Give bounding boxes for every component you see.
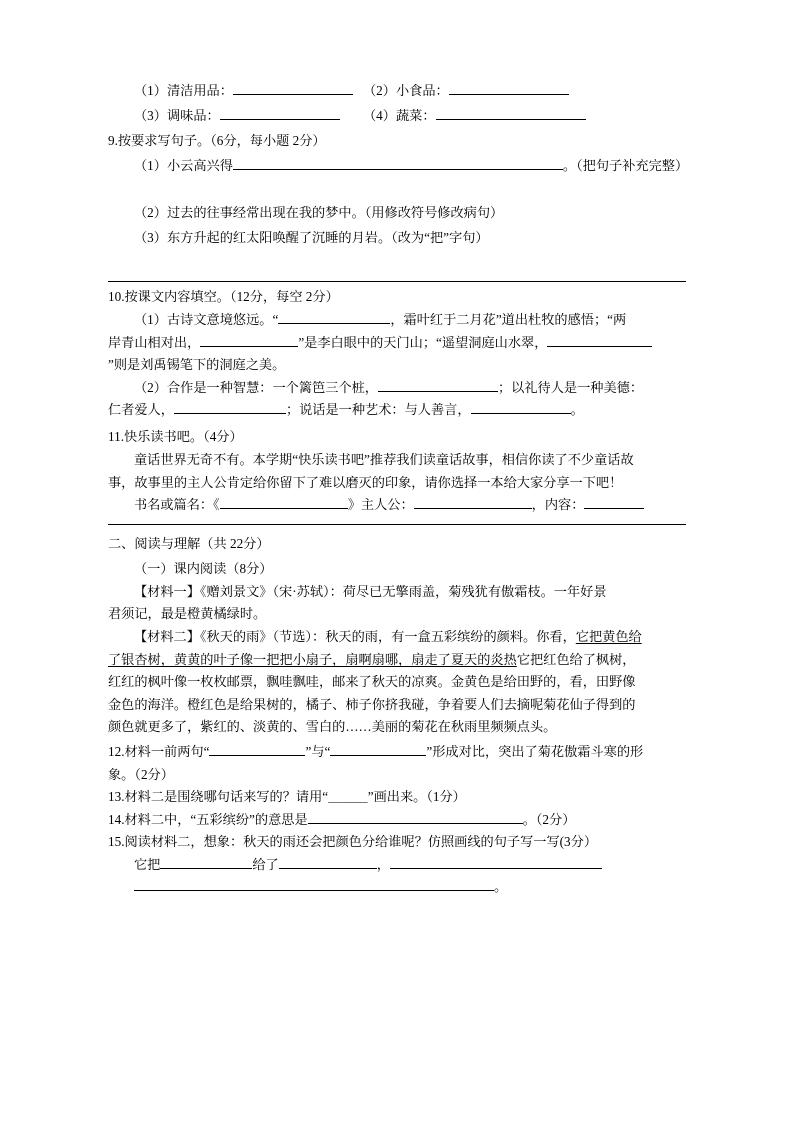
q10-blank-5[interactable]: [174, 413, 286, 414]
material-1-line2: 君须记，最是橙黄橘绿时。: [108, 606, 267, 622]
section-2-subtitle: （一）课内阅读（8分）: [134, 560, 273, 576]
question-10-part1-line3: ”则是刘禹锡笔下的洞庭之美。: [108, 357, 286, 373]
exercise8-item-2: [363, 78, 686, 103]
question-13: 13.材料二是围绕哪句话来写的？请用“＿＿＿”画出来。（1分）: [108, 789, 466, 805]
exercise8-item-4-text: 蔬菜：: [395, 108, 436, 123]
q10-p4a: （2）合作是一种智慧：一个篱笆三个桩，: [134, 379, 378, 395]
q10-blank-6[interactable]: [471, 413, 571, 414]
material-2-line5: 颜色就更多了，紫红的、淡黄的、雪白的……美丽的菊花在秋雨里频频点头。: [108, 719, 557, 735]
q10-p5c: 。: [570, 402, 584, 418]
exercise8-item-1-label: （1）: [134, 83, 167, 98]
q10-p1a: （1）古诗文意境悠远。“: [134, 312, 279, 327]
question-9-item-1-text: （1）小云高兴得: [134, 158, 233, 173]
exercise8-item-3: [108, 103, 363, 128]
question-9-heading: 9.按要求写句子。（6分，每小题 2分）: [108, 133, 326, 148]
q11-line-b: 》主人公：: [347, 497, 414, 513]
question-12-line1: [108, 741, 686, 764]
question-9-answer-line[interactable]: [108, 264, 686, 282]
q15-d: 。: [494, 879, 508, 895]
q15-b: 给了: [252, 856, 279, 872]
q10-p5a: 仁者爱人，: [108, 402, 174, 418]
exercise8-item-4: [363, 103, 686, 128]
exercise8-item-3-text: 调味品：: [166, 108, 220, 123]
question-9-item-1-suffix: 。（把句子补充完整）: [562, 158, 689, 173]
material-2-text-a: 它把红色给了枫树，: [516, 651, 636, 667]
q11-line-c: ，内容：: [531, 497, 585, 513]
q12-c: ”形成对比，突出了菊花傲霜斗寒的形: [426, 743, 644, 759]
question-10-part1-line1: [108, 309, 686, 332]
material-2-line1: [108, 626, 686, 649]
material-2-underlined-a: 它把黄色给: [575, 628, 642, 644]
q12-b: ”与“: [305, 743, 331, 759]
question-10-heading: 10.按课文内容填空。（12分，每空 2分）: [108, 289, 339, 304]
material-1-line1: 【材料一】《赠刘景文》（宋·苏轼）：荷尽已无擎雨盖，菊残犹有傲霜枝。一年好景: [134, 583, 607, 599]
exercise8-item-2-label: （2）: [363, 83, 396, 98]
question-14: [108, 809, 686, 832]
exercise8-row-2: [108, 103, 686, 128]
q10-blank-1[interactable]: [278, 323, 390, 324]
exercise8-item-1-text: 清洁用品：: [166, 83, 233, 98]
question-10-part2-line2: [108, 399, 686, 422]
question-11-heading: 11.快乐读书吧。（4分）: [108, 428, 243, 444]
q10-blank-4[interactable]: [378, 391, 498, 392]
question-11-body-line1: 童话世界无奇不有。本学期“快乐读书吧”推荐我们读童话故事，相信你读了不少童话故: [134, 451, 634, 467]
q11-blank-content[interactable]: [584, 508, 644, 509]
section-2-title: 二、阅读与理解（共 22分）: [108, 535, 270, 551]
material-2-intro: 【材料二】《秋天的雨》（节选）：秋天的雨，有一盒五彩缤纷的颜料。你看，: [134, 628, 576, 644]
question-10-part2-line1: [108, 377, 686, 400]
exercise8-item-3-blank[interactable]: [220, 119, 340, 120]
exercise8-row-1: [108, 78, 686, 103]
q11-line-a: 书名或篇名：《: [134, 497, 220, 513]
q12-blank-2[interactable]: [330, 755, 426, 756]
q15-blank-3[interactable]: [390, 868, 602, 869]
material-2-line4: 金色的海洋。橙红色是给果树的，橘子、柿子你挤我碰，争着要人们去摘呢菊花仙子得到的: [108, 696, 636, 712]
q10-p1b: ，霜叶红于二月花”道出杜牧的感悟；“两: [390, 312, 627, 327]
q10-p2b-text: ”是李白眼中的天门山；“遥望洞庭山水翠，: [298, 334, 548, 350]
q10-p5b: ；说话是一种艺术：与人善言，: [285, 402, 471, 418]
question-11-body-line2: 事，故事里的主人公肯定给你留下了难以磨灭的印象，请你选择一本给大家分享一下吧！: [108, 474, 623, 490]
q10-blank-3[interactable]: [547, 346, 652, 347]
material-2-line3: 红红的枫叶像一枚枚邮票，飘哇飘哇，邮来了秋天的凉爽。金黄色是给田野的，看，田野像: [108, 674, 636, 690]
q14-b: 。（2分）: [522, 811, 576, 827]
q10-p4b: ；以礼待人是一种美德：: [497, 379, 644, 395]
q15-blank-1[interactable]: [160, 868, 252, 869]
q14-blank[interactable]: [308, 823, 523, 824]
q15-blank-2[interactable]: [279, 868, 377, 869]
q14-a: 14.材料二中，“五彩缤纷”的意思是: [108, 811, 308, 827]
question-10-part1-line2: [108, 332, 686, 355]
q15-blank-4[interactable]: [134, 890, 494, 891]
exercise8-item-2-blank[interactable]: [449, 94, 569, 95]
question-9-item-3: （3）东方升起的红太阳唤醒了沉睡的月岩。（改为“把”字句）: [134, 230, 489, 245]
q15-c: ，: [376, 856, 390, 872]
exercise8-item-2-text: 小食品：: [395, 83, 449, 98]
spacer-1: [108, 178, 686, 200]
q15-a: 它把: [134, 856, 161, 872]
question-12-line2: 象。（2分）: [108, 766, 174, 782]
question-11-answer-row: [108, 494, 686, 517]
exercise8-item-3-label: （3）: [134, 108, 167, 123]
exercise8-item-1-blank[interactable]: [233, 94, 353, 95]
material-2-line2: [108, 649, 686, 672]
q11-blank-character[interactable]: [414, 508, 532, 509]
spacer-2: [108, 250, 686, 264]
question-9-item-1: [108, 153, 689, 178]
exercise8-item-1: [108, 78, 363, 103]
question-15-answer-line1: [108, 854, 686, 877]
question-9-item-2: （2）过去的往事经常出现在我的梦中。（用修改符号修改病句）: [134, 205, 504, 220]
q11-blank-title[interactable]: [220, 508, 348, 509]
q10-blank-2[interactable]: [200, 346, 298, 347]
section-divider: [108, 524, 686, 525]
question-9-item-1-blank[interactable]: [233, 169, 563, 170]
exercise8-item-4-blank[interactable]: [436, 119, 586, 120]
exercise8-item-4-label: （4）: [363, 108, 396, 123]
question-15-answer-line2: [108, 876, 686, 899]
q10-p2a: 岸青山相对出，: [108, 334, 201, 350]
material-2-underlined-b: 了银杏树，黄黄的叶子像一把把小扇子，扇啊扇哪，扇走了夏天的炎热: [108, 651, 517, 667]
q12-blank-1[interactable]: [209, 755, 305, 756]
question-15-heading: 15.阅读材料二，想象：秋天的雨还会把颜色分给谁呢？仿照画线的句子写一写(3分）: [108, 834, 598, 850]
q12-a: 12.材料一前两句“: [108, 743, 210, 759]
